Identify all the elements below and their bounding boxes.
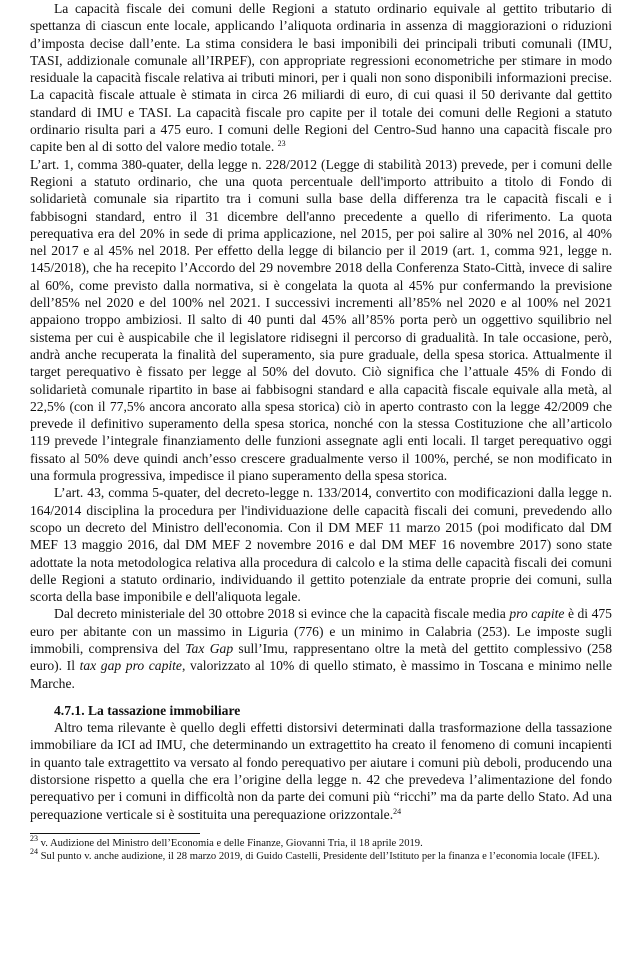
italic-text: Tax Gap bbox=[185, 640, 234, 656]
footnote-reference: 24 bbox=[393, 806, 402, 816]
footnote bbox=[30, 833, 612, 851]
paragraph-tassazione-immobiliare bbox=[30, 719, 612, 823]
italic-text: tax gap pro capite bbox=[79, 658, 182, 674]
text-run: L’art. 43, comma 5-quater, del decreto-legge n. 133/2014, convertito con modificazioni dalla legge n. 164/2014 disciplina la procedura per l'individuazione delle capacità fiscali dei comuni, prevedendo allo scopo un decreto del Ministro dell'economia. Con il DM MEF 11 marzo 2015 (poi modificato dal DM MEF 13 maggio 2016, dal DM MEF 2 novembre 2016 e dal DM MEF 16 novembre 2017) sono state adottate la nota metodologica relativa alla procedura di calcolo e la stima delle capacità fiscali dei comuni delle Regioni a statuto ordinario, individuando il gettito potenziale da entrate proprie dei comuni, sulla scorta della base imponibile e dell'aliquota legale. bbox=[30, 485, 612, 605]
footnote-number: 24 bbox=[30, 846, 38, 856]
body-text bbox=[30, 0, 612, 692]
text-run: La capacità fiscale dei comuni delle Regioni a statuto ordinario equivale al gettito tributario di spettanza di ciascun ente locale, applicando l’aliquota ordinaria in assenza di maggiorazioni o riduzioni d’imposta decise dall’ente. La stima considera le basi imponibili dei principali tributi comunali (IMU, TASI, addizionale comunale all’IRPEF), con appropriate regressioni econometriche per stimare in modo residuale la capacità fiscale relativa ai tributi minori, per i quali non sono disponibili informazioni precise. La capacità fiscale attuale è stimata in circa 26 miliardi di euro, di cui quasi il 50 derivante dal gettito standard di IMU e TASI. La capacità fiscale pro capite per il totale dei comuni delle Regioni a statuto ordinario risulta pari a 475 euro. I comuni delle Regioni del Centro-Sud hanno una capacità fiscale pro capite ben al di sotto del valore medio totale. bbox=[30, 1, 612, 155]
footnote-text: Sul punto v. anche audizione, il 28 marzo 2019, di Guido Castelli, Presidente dell’Istituto per la finanza e l’economia locale (IFEL). bbox=[38, 850, 600, 862]
footnote-reference: 23 bbox=[277, 139, 286, 149]
text-run: sull’Imu, rappresentano oltre la metà del gettito complessivo (258 euro). Il bbox=[30, 640, 612, 674]
italic-text: pro capite bbox=[509, 606, 565, 622]
text-run: è di 475 euro per abitante con un massimo in Liguria (776) e un minimo in Calabria (253). Le imposte sugli immobili, comprensiva del bbox=[30, 606, 612, 656]
footnote-divider bbox=[30, 833, 200, 834]
text-run: L’art. 1, comma 380-quater, della legge n. 228/2012 (Legge di stabilità 2013) prevede, per i comuni delle Regioni a statuto ordinario, che una quota percentuale dell'importo attribuito a titolo di Fondo di solidarietà comunale sia ripartito tra i comuni sulla base della differenza tra le capacità fiscali e i fabbisogni standard, entro il 31 dicembre dell'anno precedente a quello di riferimento. La quota perequativa era del 20% in sede di prima applicazione, nel 2015, per poi salire al 30% nel 2016, al 40% nel 2017 e al 45% nel 2018. Per effetto della legge di bilancio per il 2019 (art. 1, comma 921, legge n. 145/2018), che ha recepito l’Accordo del 29 novembre 2018 della Conferenza Stato-Città, invece di salire al 60%, come previsto dalla normativa, si è congelata la quota al 45% pur confermando la previsione dell’85% nel 2020 e del 100% nel 2021. I successivi incrementi all’85% nel 2020 e al 100% nel 2021 appaiono troppo ambiziosi. Il salto di 40 punti dal 45% all’85% porta però un oggettivo squilibrio nel sistema per cui è auspicabile che il legislatore ridisegni il percorso di gradualità. In tale occasione, però, andrà anche recuperata la finalità del superamento, sia pure graduale, della spesa storica. Attualmente il target perequativo è fissato per legge al 50% del dovuto. Ciò significa che l’attuale 45% di Fondo di solidarietà comunale ripartito in base ai fabbisogni standard e alla capacità fiscale equivale alla metà, al 22,5% (con il 77,5% ancora ancorato alla spesa storica) ciò in aperto contrasto con la legge 42/2009 che prevede il definitivo superamento della spesa storica, nonché con la stessa Costituzione che all’articolo 119 prevede l’integrale finanziamento delle funzioni assegnate agli enti locali. Il target perequativo oggi fissato al 50% deve quindi anch’esso crescere gradualmente verso il 100%, perché, se non modificato in una formula progressiva, impedisce il piano superamento della spesa storica. bbox=[30, 156, 612, 484]
footnote-text: v. Audizione del Ministro dell’Economia e delle Finanze, Giovanni Tria, il 18 aprile 2019. bbox=[38, 837, 423, 849]
section-heading: 4.7.1. La tassazione immobiliare bbox=[54, 702, 241, 718]
paragraph-capacita-fiscale bbox=[30, 0, 612, 156]
footnotes bbox=[30, 833, 612, 864]
footnote bbox=[30, 846, 612, 864]
paragraph-legge-stabilita bbox=[30, 156, 612, 485]
text-run: , valorizzato al 10% di quello stimato, è massimo in Toscana e minimo nelle Marche. bbox=[30, 658, 612, 691]
text-run: Dal decreto ministeriale del 30 ottobre 2018 si evince che la capacità fiscale media bbox=[54, 606, 510, 622]
text-run: Altro tema rilevante è quello degli effetti distorsivi determinati dalla trasformazione della tassazione immobiliare da ICI ad IMU, che determinando un extragettito ha creato il fenomeno di comuni incapienti in quanto tale extragettito va versato al fondo perequativo per aiutare i comuni più deboli, producendo una distorsione rispetto a quella che era l’origine della legge n. 42 che prevedeva l’alimentazione del fondo perequativo per i comuni in difficoltà non da parte dei comuni più “ricchi” ma da parte dello Stato. Ad una perequazione verticale si è sostituita una perequazione orizzontale. bbox=[30, 720, 612, 822]
paragraph-decreto-ministeriale bbox=[30, 605, 612, 691]
footnote-number: 23 bbox=[30, 833, 38, 843]
paragraph-decreto-legge bbox=[30, 484, 612, 605]
